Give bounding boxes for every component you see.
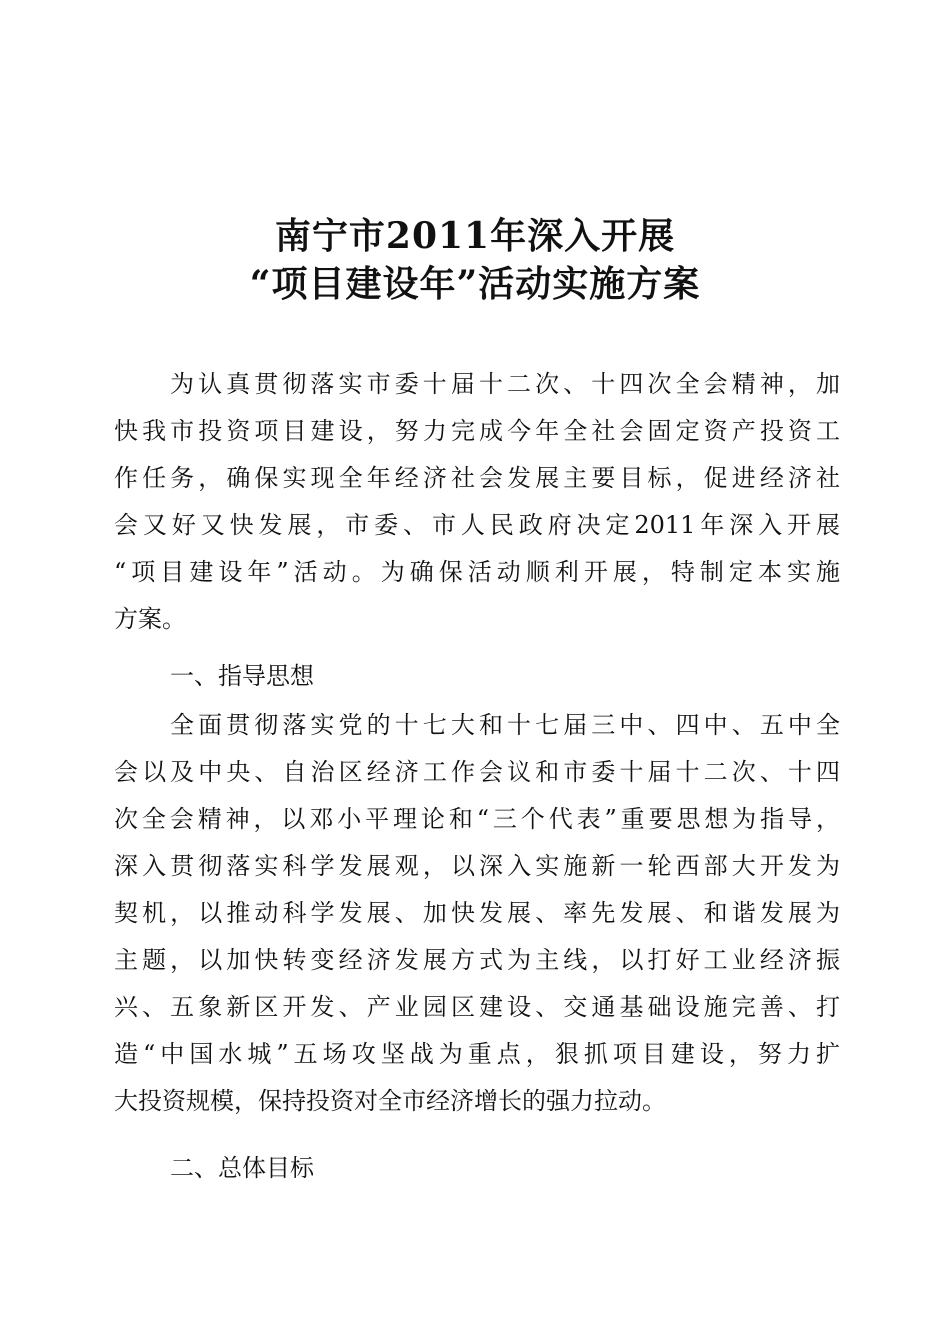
section1-line: 兴、五象新区开发、产业园区建设、交通基础设施完善、打 — [114, 993, 840, 1021]
section1-line: 会以及中央、自治区经济工作会议和市委十届十二次、十四 — [114, 758, 840, 786]
section-heading-overall-goal: 二、总体目标 — [170, 1154, 314, 1182]
document-title-line-2: “项目建设年”活动实施方案 — [249, 263, 701, 305]
section1-line: 主题，以加快转变经济发展方式为主线，以打好工业经济振 — [114, 946, 840, 974]
intro-line: 为认真贯彻落实市委十届十二次、十四次全会精神，加 — [170, 370, 840, 398]
intro-line: 快我市投资项目建设，努力完成今年全社会固定资产投资工 — [114, 417, 840, 445]
section1-line: 契机，以推动科学发展、加快发展、率先发展、和谐发展为 — [114, 899, 840, 927]
document-title-line-1: 南宁市2011年深入开展 — [274, 215, 676, 257]
intro-line: 方案。 — [114, 605, 186, 633]
section1-line: 大投资规模，保持投资对全市经济增长的强力拉动。 — [114, 1087, 666, 1115]
section1-line: 造“中国水城”五场攻坚战为重点，狠抓项目建设，努力扩 — [114, 1040, 840, 1068]
intro-line: “项目建设年”活动。为确保活动顺利开展，特制定本实施 — [114, 558, 840, 586]
section-heading-guiding-thought: 一、指导思想 — [170, 662, 314, 690]
intro-line: 作任务，确保实现全年经济社会发展主要目标，促进经济社 — [114, 464, 840, 492]
section1-line: 全面贯彻落实党的十七大和十七届三中、四中、五中全 — [170, 711, 840, 739]
section1-line: 深入贯彻落实科学发展观，以深入实施新一轮西部大开发为 — [114, 852, 840, 880]
intro-line: 会又好又快发展，市委、市人民政府决定2011年深入开展 — [114, 511, 840, 539]
section1-line: 次全会精神，以邓小平理论和“三个代表”重要思想为指导， — [114, 805, 840, 833]
